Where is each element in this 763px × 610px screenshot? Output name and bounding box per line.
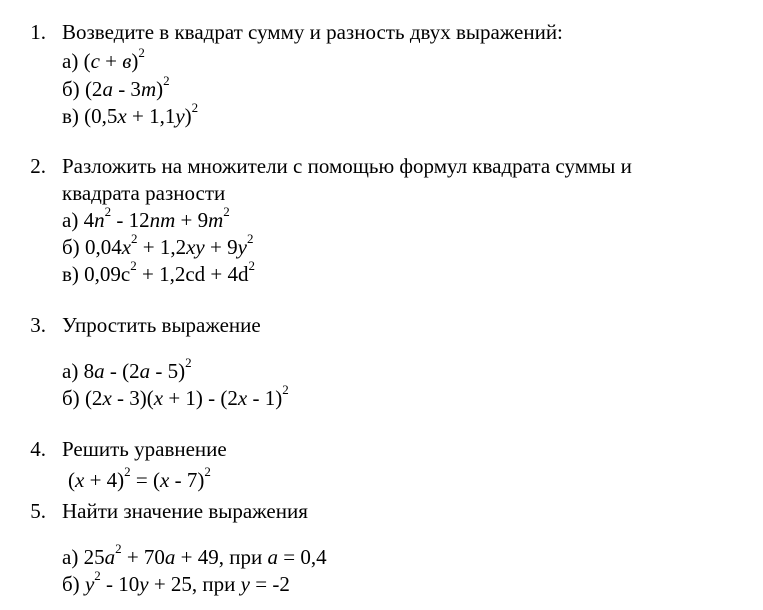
- task-5-item-b: б) $y^2 - 10y + 25$, при y = -2: [62, 568, 290, 596]
- item-label: б): [62, 77, 80, 101]
- task-4-title: Решить уравнение: [62, 437, 227, 461]
- task-2-item-b: б) $0,04x^2 + 1,2xy + 9y^2$: [62, 231, 254, 259]
- task-1-item-b: б) (2а - 3m)$^2$: [62, 73, 170, 101]
- task-1-item-c: в) $(0,5x + 1,1y)^2$: [62, 100, 199, 128]
- item-label: а): [62, 208, 79, 232]
- task-3-item-a: а) 8a - (2a - 5)$^2$: [62, 355, 192, 383]
- task-2-item-c: в) $0,09c^2 + 1,2cd + 4d^2$: [62, 258, 256, 286]
- item-label: б): [62, 386, 80, 410]
- task-3-item-b: б) (2x - 3)(x + 1) - (2x - 1)$^2$: [62, 382, 289, 410]
- task-1-item-a: а) $(с + в)^2$: [62, 45, 145, 73]
- task-3-title: Упростить выражение: [62, 313, 261, 337]
- task-1-title: Возведите в квадрат сумму и разность двух выражений:: [62, 20, 563, 44]
- item-label: а): [62, 359, 79, 383]
- item-label: в): [62, 262, 79, 286]
- task-2-number: 2.: [30, 154, 46, 178]
- task-2-title: Разложить на множители с помощью формул квадрата суммы и: [62, 154, 632, 178]
- task-3-number: 3.: [30, 313, 46, 337]
- item-label: б): [62, 235, 80, 259]
- item-label: а): [62, 49, 79, 73]
- task-1-number: 1.: [30, 20, 46, 44]
- task-5-item-a: а) $25a^2 + 70a + 49$, при a = 0,4: [62, 541, 327, 569]
- item-label: б): [62, 572, 80, 596]
- task-4-number: 4.: [30, 437, 46, 461]
- task-2-item-a: а) $4n^2 - 12nm + 9m^2$: [62, 204, 230, 232]
- task-5-title: Найти значение выражения: [62, 499, 308, 523]
- item-label: в): [62, 104, 79, 128]
- task-5-number: 5.: [30, 499, 46, 523]
- item-label: а): [62, 545, 79, 569]
- task-2-title-line-2: квадрата разности: [62, 181, 226, 205]
- task-4-equation: $(x + 4)^2 = (x - 7)^2$: [68, 464, 211, 492]
